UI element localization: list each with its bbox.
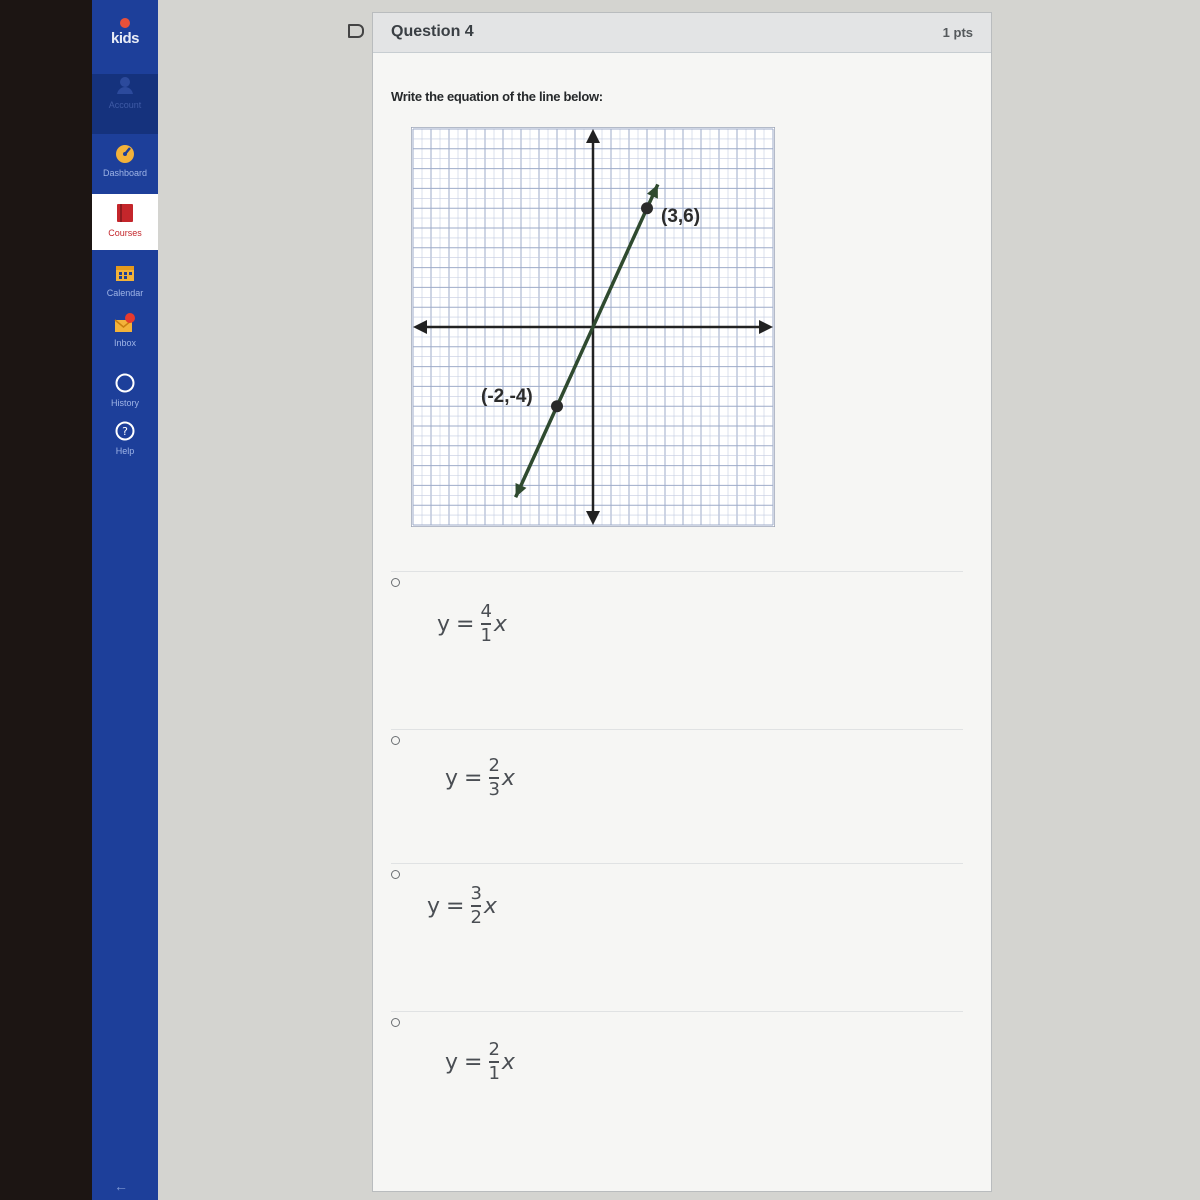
global-nav-sidebar	[92, 0, 158, 1200]
answer-radio[interactable]	[391, 578, 400, 587]
slope-numerator: 4	[480, 601, 492, 622]
nav-item-help[interactable]	[92, 420, 158, 464]
collapse-nav-icon[interactable]: ←	[114, 1178, 128, 1194]
inbox-icon	[114, 312, 136, 334]
slope-fraction	[470, 884, 481, 928]
eq-sign: =	[446, 893, 465, 919]
nav-item-courses[interactable]	[92, 194, 158, 250]
logo-mark-icon	[120, 18, 130, 28]
nav-label-dashboard: Dashboard	[102, 168, 148, 178]
eq-lhs: y	[437, 611, 451, 637]
slope-fraction	[488, 1040, 499, 1084]
nav-item-history[interactable]	[92, 372, 158, 416]
question-card	[372, 12, 992, 1192]
help-icon	[114, 420, 136, 442]
slope-fraction	[488, 756, 499, 800]
answer-radio[interactable]	[391, 1018, 400, 1027]
school-logo[interactable]	[92, 10, 158, 66]
answer-equation	[445, 1040, 515, 1084]
answer-equation	[437, 602, 507, 646]
eq-sign: =	[456, 611, 475, 637]
eq-lhs: y	[445, 765, 459, 791]
slope-denominator: 2	[470, 907, 482, 928]
svg-text:?: ?	[122, 425, 128, 438]
graph-svg	[411, 127, 775, 527]
question-title: Question 4	[391, 23, 474, 40]
eq-lhs: y	[427, 893, 441, 919]
coordinate-graph	[411, 127, 775, 527]
answer-option[interactable]	[391, 1011, 963, 1171]
answer-option[interactable]	[391, 571, 963, 729]
nav-item-account[interactable]	[92, 74, 158, 134]
question-points: 1 pts	[942, 25, 973, 40]
dashboard-icon	[114, 142, 136, 164]
nav-item-dashboard[interactable]	[92, 142, 158, 192]
eq-lhs: y	[445, 1049, 459, 1075]
answer-option[interactable]	[391, 729, 963, 863]
question-prompt: Write the equation of the line below:	[391, 89, 603, 104]
nav-item-inbox[interactable]	[92, 312, 158, 364]
slope-denominator: 1	[480, 625, 492, 646]
flag-question-icon[interactable]	[348, 24, 364, 38]
answer-equation	[427, 884, 497, 928]
eq-variable: x	[501, 765, 515, 791]
eq-variable: x	[501, 1049, 515, 1075]
nav-label-help: Help	[115, 446, 135, 456]
answer-radio[interactable]	[391, 736, 400, 745]
eq-sign: =	[464, 1049, 483, 1075]
question-header	[373, 13, 991, 53]
nav-label-account: Account	[108, 100, 142, 110]
answer-option[interactable]	[391, 863, 963, 1011]
logo-text: kids	[110, 29, 139, 47]
eq-sign: =	[464, 765, 483, 791]
eq-variable: x	[483, 893, 497, 919]
monitor-bezel	[0, 0, 92, 1200]
point-a-label: (3,6)	[661, 206, 701, 228]
slope-denominator: 3	[488, 779, 500, 800]
slope-numerator: 3	[470, 883, 482, 904]
eq-variable: x	[493, 611, 507, 637]
history-icon	[114, 372, 136, 394]
slope-denominator: 1	[488, 1063, 500, 1084]
account-icon	[114, 74, 136, 96]
point-a	[641, 202, 653, 214]
nav-item-calendar[interactable]	[92, 262, 158, 308]
answer-radio[interactable]	[391, 870, 400, 879]
nav-label-inbox: Inbox	[113, 338, 137, 348]
slope-numerator: 2	[488, 1039, 500, 1060]
slope-fraction	[480, 602, 491, 646]
point-b	[551, 400, 563, 412]
calendar-icon	[114, 262, 136, 284]
slope-numerator: 2	[488, 755, 500, 776]
answer-equation	[445, 756, 515, 800]
nav-label-calendar: Calendar	[106, 288, 144, 298]
nav-label-courses: Courses	[108, 228, 142, 238]
courses-icon	[114, 202, 136, 224]
point-b-label: (-2,-4)	[481, 386, 533, 408]
nav-label-history: History	[110, 398, 139, 408]
answer-list	[391, 571, 963, 1171]
